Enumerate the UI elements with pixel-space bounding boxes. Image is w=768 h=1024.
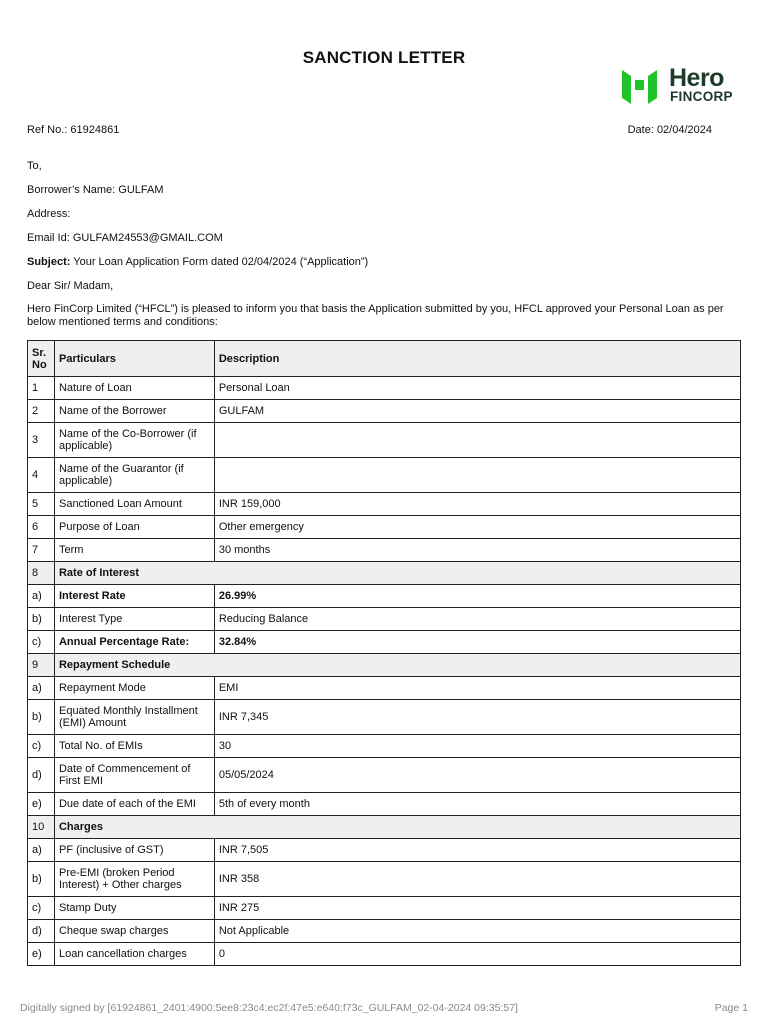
row-number: b) xyxy=(28,700,55,735)
row-particular: Interest Type xyxy=(54,608,214,631)
document-title: SANCTION LETTER xyxy=(302,48,466,67)
row-description: INR 7,345 xyxy=(214,700,740,735)
table-row xyxy=(28,516,741,539)
row-description: GULFAM xyxy=(214,400,740,423)
row-particular: Stamp Duty xyxy=(54,897,214,920)
table-row xyxy=(28,735,741,758)
subject-line xyxy=(27,256,368,269)
row-description: INR 159,000 xyxy=(214,493,740,516)
row-number: d) xyxy=(28,920,55,943)
row-number: c) xyxy=(28,735,55,758)
row-description: INR 275 xyxy=(214,897,740,920)
logo-mark-icon xyxy=(622,68,660,104)
row-particular: Repayment Mode xyxy=(54,677,214,700)
row-number: e) xyxy=(28,793,55,816)
row-number: a) xyxy=(28,677,55,700)
table-row xyxy=(28,493,741,516)
section-title: Rate of Interest xyxy=(54,562,740,585)
header-description: Description xyxy=(214,341,740,377)
row-description: Personal Loan xyxy=(214,377,740,400)
table-row xyxy=(28,377,741,400)
row-particular: Nature of Loan xyxy=(54,377,214,400)
row-particular: Interest Rate xyxy=(54,585,214,608)
hero-fincorp-logo xyxy=(622,66,744,106)
row-description: 26.99% xyxy=(214,585,740,608)
table-header-row xyxy=(28,341,741,377)
row-number: 1 xyxy=(28,377,55,400)
table-row xyxy=(28,585,741,608)
row-particular: Date of Commencement of First EMI xyxy=(54,758,214,793)
borrower-name: Borrower’s Name: GULFAM xyxy=(27,184,164,196)
table-row xyxy=(28,631,741,654)
row-particular: Total No. of EMIs xyxy=(54,735,214,758)
row-description: Other emergency xyxy=(214,516,740,539)
table-row xyxy=(28,458,741,493)
table-row xyxy=(28,423,741,458)
header-sr-no: Sr. No xyxy=(28,341,55,377)
table-row xyxy=(28,539,741,562)
row-number: 7 xyxy=(28,539,55,562)
row-particular: Equated Monthly Installment (EMI) Amount xyxy=(54,700,214,735)
row-description: 30 xyxy=(214,735,740,758)
table-row xyxy=(28,920,741,943)
row-particular: Purpose of Loan xyxy=(54,516,214,539)
table-row xyxy=(28,677,741,700)
table-row xyxy=(28,943,741,966)
row-number: 10 xyxy=(28,816,55,839)
table-section-row xyxy=(28,562,741,585)
row-particular: Due date of each of the EMI xyxy=(54,793,214,816)
row-number: 4 xyxy=(28,458,55,493)
digital-signature-footer: Digitally signed by [61924861_2401:4900:5ee8:23c4:ec2f:47e5:e640:f73c_GULFAM_02-04-2024 09:35:57] xyxy=(20,1002,518,1014)
table-row xyxy=(28,758,741,793)
table-row xyxy=(28,608,741,631)
loan-terms-table xyxy=(27,340,741,966)
row-description: 32.84% xyxy=(214,631,740,654)
row-particular: Annual Percentage Rate: xyxy=(54,631,214,654)
subject-text: Your Loan Application Form dated 02/04/2024 (“Application”) xyxy=(70,256,369,268)
page-number: Page 1 xyxy=(714,1002,748,1014)
section-title: Charges xyxy=(54,816,740,839)
address-line: Address: xyxy=(27,208,71,220)
row-description: INR 7,505 xyxy=(214,839,740,862)
table-section-row xyxy=(28,816,741,839)
row-particular: Name of the Co-Borrower (if applicable) xyxy=(54,423,214,458)
table-row xyxy=(28,839,741,862)
table-row xyxy=(28,700,741,735)
row-description: 30 months xyxy=(214,539,740,562)
row-description: INR 358 xyxy=(214,862,740,897)
table-row xyxy=(28,793,741,816)
row-description: EMI xyxy=(214,677,740,700)
row-particular: Sanctioned Loan Amount xyxy=(54,493,214,516)
row-number: 2 xyxy=(28,400,55,423)
letter-date: Date: 02/04/2024 xyxy=(627,124,712,136)
row-description: 5th of every month xyxy=(214,793,740,816)
row-description xyxy=(214,458,740,493)
table-row xyxy=(28,400,741,423)
table-row xyxy=(28,897,741,920)
logo-subword: FINCORP xyxy=(670,89,733,104)
row-number: b) xyxy=(28,608,55,631)
row-description: 05/05/2024 xyxy=(214,758,740,793)
reference-number: Ref No.: 61924861 xyxy=(27,124,120,136)
table-section-row xyxy=(28,654,741,677)
row-number: d) xyxy=(28,758,55,793)
section-title: Repayment Schedule xyxy=(54,654,740,677)
row-particular: Pre-EMI (broken Period Interest) + Other charges xyxy=(54,862,214,897)
row-number: a) xyxy=(28,839,55,862)
row-number: c) xyxy=(28,897,55,920)
row-number: 6 xyxy=(28,516,55,539)
row-description: 0 xyxy=(214,943,740,966)
row-number: b) xyxy=(28,862,55,897)
row-particular: Name of the Guarantor (if applicable) xyxy=(54,458,214,493)
subject-label: Subject: xyxy=(27,256,71,268)
row-particular: PF (inclusive of GST) xyxy=(54,839,214,862)
row-description xyxy=(214,423,740,458)
row-number: 3 xyxy=(28,423,55,458)
row-number: 9 xyxy=(28,654,55,677)
salutation: Dear Sir/ Madam, xyxy=(27,280,114,292)
row-number: c) xyxy=(28,631,55,654)
row-number: 5 xyxy=(28,493,55,516)
to-line: To, xyxy=(27,160,42,172)
row-description: Not Applicable xyxy=(214,920,740,943)
row-particular: Term xyxy=(54,539,214,562)
row-particular: Cheque swap charges xyxy=(54,920,214,943)
row-number: 8 xyxy=(28,562,55,585)
logo-word: Hero xyxy=(669,64,724,92)
email-line: Email Id: GULFAM24553@GMAIL.COM xyxy=(27,232,223,244)
row-particular: Name of the Borrower xyxy=(54,400,214,423)
row-description: Reducing Balance xyxy=(214,608,740,631)
row-number: a) xyxy=(28,585,55,608)
table-row xyxy=(28,862,741,897)
row-particular: Loan cancellation charges xyxy=(54,943,214,966)
header-particulars: Particulars xyxy=(54,341,214,377)
row-number: e) xyxy=(28,943,55,966)
intro-paragraph: Hero FinCorp Limited (“HFCL”) is pleased to inform you that basis the Application submitted by you, HFCL approved your Personal Loan as per below mentioned terms and conditions: xyxy=(27,303,724,328)
